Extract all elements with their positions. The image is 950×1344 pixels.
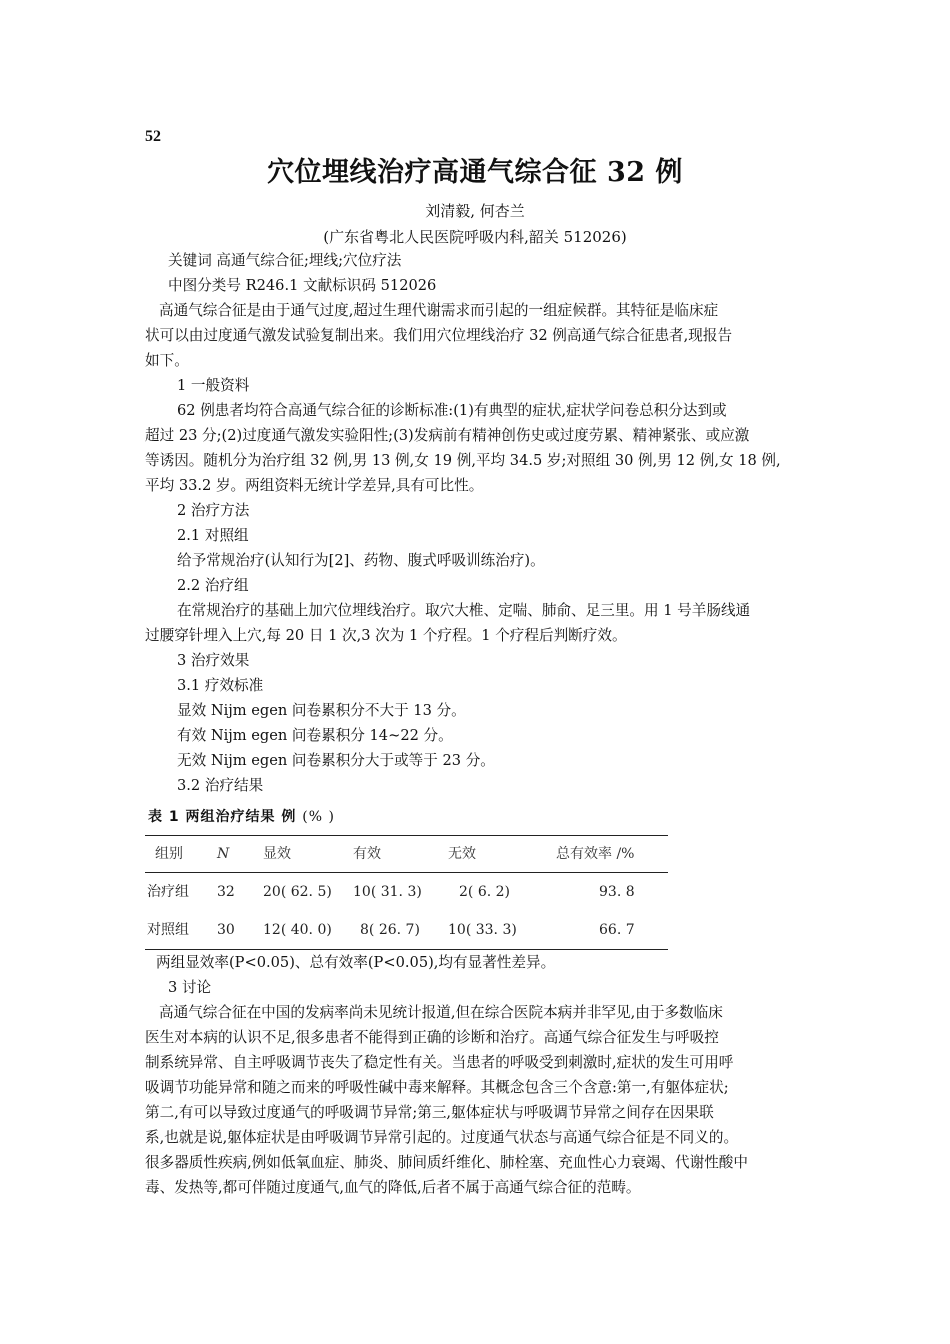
article-title: 穴位埋线治疗高通气综合征 32 例	[267, 157, 683, 188]
table-cell: 对照组	[145, 911, 216, 950]
table-caption-unit: (% )	[302, 809, 335, 825]
table-caption	[145, 804, 815, 830]
table-cell: 10( 33. 3)	[447, 911, 555, 950]
criterion-line: 无效 Nijm egen 问卷累积分大于或等于 23 分。	[177, 752, 495, 769]
intro-line: 状可以由过度通气激发试验复制出来。我们用穴位埋线治疗 32 例高通气综合征患者,现报告	[145, 327, 733, 344]
paragraph-line: 给予常规治疗(认知行为[2]、药物、腹式呼吸训练治疗)。	[177, 552, 545, 569]
discussion-line: 制系统异常、自主呼吸调节丧失了稳定性有关。当患者的呼吸受到刺激时,症状的发生可用呼	[145, 1054, 734, 1071]
section-heading: 3 讨论	[168, 979, 212, 996]
header-marked: 显效	[262, 836, 352, 873]
table-cell: 20( 62. 5)	[263, 883, 332, 900]
paragraph-line: 在常规治疗的基础上加穴位埋线治疗。取穴大椎、定喘、肺俞、足三里。用 1 号羊肠线通	[177, 602, 751, 619]
discussion-line: 医生对本病的认识不足,很多患者不能得到正确的诊断和治疗。高通气综合征发生与呼吸控	[145, 1029, 719, 1046]
article-body	[145, 248, 815, 1200]
section-heading: 1 一般资料	[177, 377, 250, 394]
subsection-heading: 3.1 疗效标准	[177, 677, 264, 694]
header-ineffective: 无效	[447, 836, 555, 873]
paragraph-line: 平均 33.2 岁。两组资料无统计学差异,具有可比性。	[145, 477, 484, 494]
table-cell: 2( 6. 2)	[459, 883, 510, 900]
discussion-line: 很多器质性疾病,例如低氧血症、肺炎、肺间质纤维化、肺栓塞、充血性心力衰竭、代谢性酸中	[145, 1154, 748, 1171]
subsection-heading: 2.1 对照组	[177, 527, 249, 544]
paragraph-line: 过腰穿针埋入上穴,每 20 日 1 次,3 次为 1 个疗程。1 个疗程后判断疗效。	[145, 627, 627, 644]
table-header-row	[145, 836, 668, 873]
discussion-line: 第二,有可以导致过度通气的呼吸调节异常;第三,躯体症状与呼吸调节异常之间存在因果联	[145, 1104, 714, 1121]
section-heading: 2 治疗方法	[177, 502, 250, 519]
intro-line: 如下。	[145, 352, 189, 369]
section-heading: 3 治疗效果	[177, 652, 250, 669]
table-cell: 10( 31. 3)	[353, 883, 422, 900]
table-row	[145, 911, 668, 950]
affiliation: (广东省粤北人民医院呼吸内科,韶关 512026)	[323, 228, 627, 246]
discussion-line: 高通气综合征在中国的发病率尚未见统计报道,但在综合医院本病并非罕见,由于多数临床	[159, 1004, 723, 1021]
results-table	[145, 835, 668, 950]
discussion-line: 吸调节功能异常和随之而来的呼吸性碱中毒来解释。其概念包含三个含意:第一,有躯体症状;	[145, 1079, 729, 1096]
intro-line: 高通气综合征是由于通气过度,超过生理代谢需求而引起的一组症候群。其特征是临床症	[159, 302, 719, 319]
table-cell: 12( 40. 0)	[262, 911, 352, 950]
table-cell: 32	[217, 883, 235, 900]
paragraph-line: 62 例患者均符合高通气综合征的诊断标准:(1)有典型的症状,症状学问卷总积分达到或	[177, 402, 727, 419]
table-cell: 66. 7	[555, 911, 668, 950]
subsection-heading: 3.2 治疗结果	[177, 777, 264, 794]
result-text: 两组显效率(P<0.05)、总有效率(P<0.05),均有显著性差异。	[156, 954, 556, 971]
paragraph-line: 等诱因。随机分为治疗组 32 例,男 13 例,女 19 例,平均 34.5 岁;对照组 30 例,男 12 例,女 18 例,	[145, 452, 781, 469]
authors: 刘清毅, 何杏兰	[425, 202, 525, 220]
table-cell: 93. 8	[599, 883, 635, 900]
header-effective: 有效	[352, 836, 447, 873]
header-group: 组别	[145, 836, 216, 873]
discussion-line: 毒、发热等,都可伴随过度通气,血气的降低,后者不属于高通气综合征的范畴。	[145, 1179, 641, 1196]
classification: 中图分类号 R246.1 文献标识码 512026	[168, 277, 437, 294]
table-cell: 8( 26. 7)	[352, 911, 447, 950]
page-number: 52	[145, 128, 161, 145]
criterion-line: 显效 Nijm egen 问卷累积分不大于 13 分。	[177, 702, 466, 719]
paragraph-line: 超过 23 分;(2)过度通气激发实验阳性;(3)发病前有精神创伤史或过度劳累、精神紧张、或应激	[145, 427, 750, 444]
table-row	[145, 873, 668, 912]
keywords: 关键词 高通气综合征;埋线;穴位疗法	[168, 252, 402, 269]
table-caption-text: 表 1 两组治疗结果 例	[148, 809, 297, 825]
discussion-line: 系,也就是说,躯体症状是由呼吸调节异常引起的。过度通气状态与高通气综合征是不同义的。	[145, 1129, 739, 1146]
subsection-heading: 2.2 治疗组	[177, 577, 249, 594]
table-cell: 治疗组	[147, 883, 189, 900]
header-total-rate: 总有效率 /%	[555, 836, 668, 873]
header-n: N	[216, 836, 262, 873]
table-cell: 30	[216, 911, 262, 950]
criterion-line: 有效 Nijm egen 问卷累积分 14~22 分。	[177, 727, 453, 744]
